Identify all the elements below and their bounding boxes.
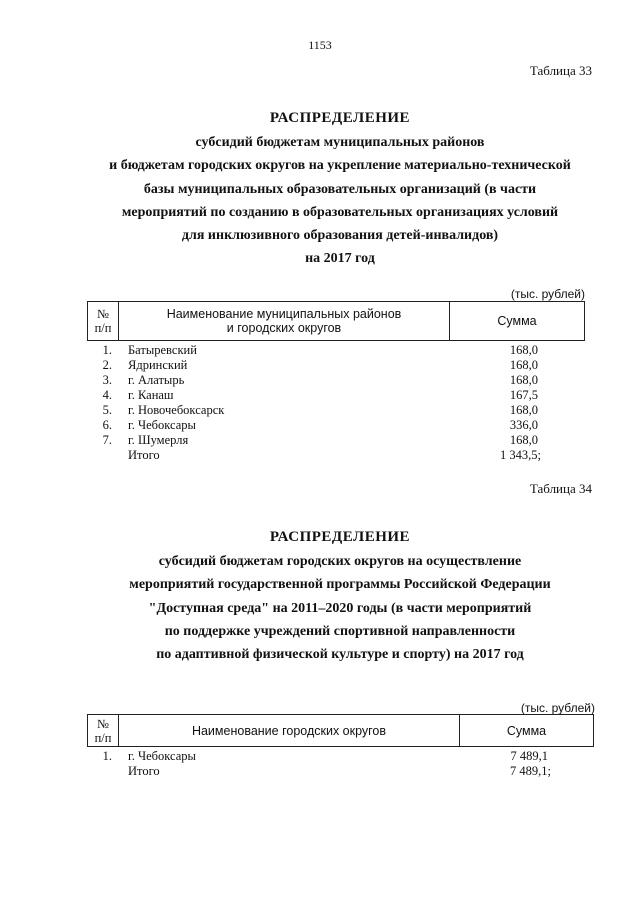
row-number: 1. [102,749,112,763]
header-num-line: п/п [94,321,112,335]
header-name-line: и городских округов [226,321,342,335]
row-sum: 168,0 [509,343,538,357]
row-name: г. Новочебоксарск [128,403,225,417]
table-row [0,373,640,388]
row-name: г. Чебоксары [128,749,196,763]
header-name-cell: Наименование городских округов [119,715,460,747]
row-number: 5. [102,403,112,417]
table34-heading [40,529,640,666]
table-row [0,418,640,433]
table33-subtitle-line: субсидий бюджетам муниципальных районов [195,135,485,150]
row-name: Ядринский [128,358,188,372]
row-name: г. Чебоксары [128,418,196,432]
row-number: 2. [102,358,112,372]
header-num-line: п/п [94,730,112,745]
table33-header [87,301,585,341]
table33-heading [40,110,640,271]
table33-subtitle-line: базы муниципальных образовательных организаций (в части [143,181,537,197]
header-sum-cell: Сумма [460,715,594,747]
header-num-line: № [97,307,109,321]
table-row [0,388,640,403]
table33-title: РАСПРЕДЕЛЕНИЕ [269,110,411,126]
table-row [0,433,640,448]
row-name: г. Канаш [128,388,174,402]
header-num-cell [88,715,119,747]
total-sum: 1 343,5; [500,448,541,462]
row-number: 1. [102,343,112,357]
total-label: Итого [128,448,160,462]
table34-units: (тыс. рублей) [520,701,595,715]
header-num-line: № [97,716,109,731]
table33-subtitle-line: для инклюзивного образования детей-инвалидов) [181,228,499,244]
table-row [0,749,640,764]
table-row [0,343,640,358]
row-sum: 167,5 [509,388,538,402]
table-total-row [0,764,640,779]
row-sum: 7 489,1 [510,749,548,763]
total-label: Итого [128,764,160,778]
header-sum-cell: Сумма [450,302,585,341]
row-sum: 168,0 [509,358,538,372]
table-row [0,358,640,373]
table33-subtitle-line: и бюджетам городских округов на укрепление материально-технической [109,158,571,174]
row-number: 6. [102,418,112,432]
table34-subtitle-line: "Доступная среда" на 2011–2020 годы (в части мероприятий [148,600,532,616]
table-row [0,403,640,418]
table34-subtitle-line: мероприятий государственной программы Российской Федерации [129,577,551,593]
table33-units: (тыс. рублей) [510,287,585,301]
table34-header [87,714,594,747]
row-number: 4. [102,388,112,402]
row-name: г. Алатырь [128,373,185,387]
row-name: г. Шумерля [128,433,189,447]
row-sum: 168,0 [509,433,538,447]
table33-label: Таблица 33 [529,63,592,78]
row-sum: 336,0 [509,418,538,432]
total-sum: 7 489,1; [510,764,551,778]
table34-label: Таблица 34 [529,481,592,496]
row-sum: 168,0 [509,403,538,417]
row-number: 3. [102,373,112,387]
page-number: 1153 [308,38,332,52]
table34-subtitle-line: субсидий бюджетам городских округов на осуществление [158,554,522,569]
header-name-line: Наименование муниципальных районов [166,307,402,321]
header-name-cell [119,302,450,341]
header-num-cell [88,302,119,341]
row-name: Батыревский [128,343,197,357]
row-number: 7. [102,433,112,447]
table-total-row [0,448,640,463]
table34-title: РАСПРЕДЕЛЕНИЕ [269,529,411,545]
table34-subtitle-line: по поддержке учреждений спортивной направленности [164,623,516,639]
table33-subtitle-line: мероприятий по созданию в образовательных организациях условий [121,204,559,220]
row-sum: 168,0 [509,373,538,387]
table34-subtitle-line: по адаптивной физической культуре и спорту) на 2017 год [156,647,524,663]
table33-subtitle-line: на 2017 год [305,251,375,267]
